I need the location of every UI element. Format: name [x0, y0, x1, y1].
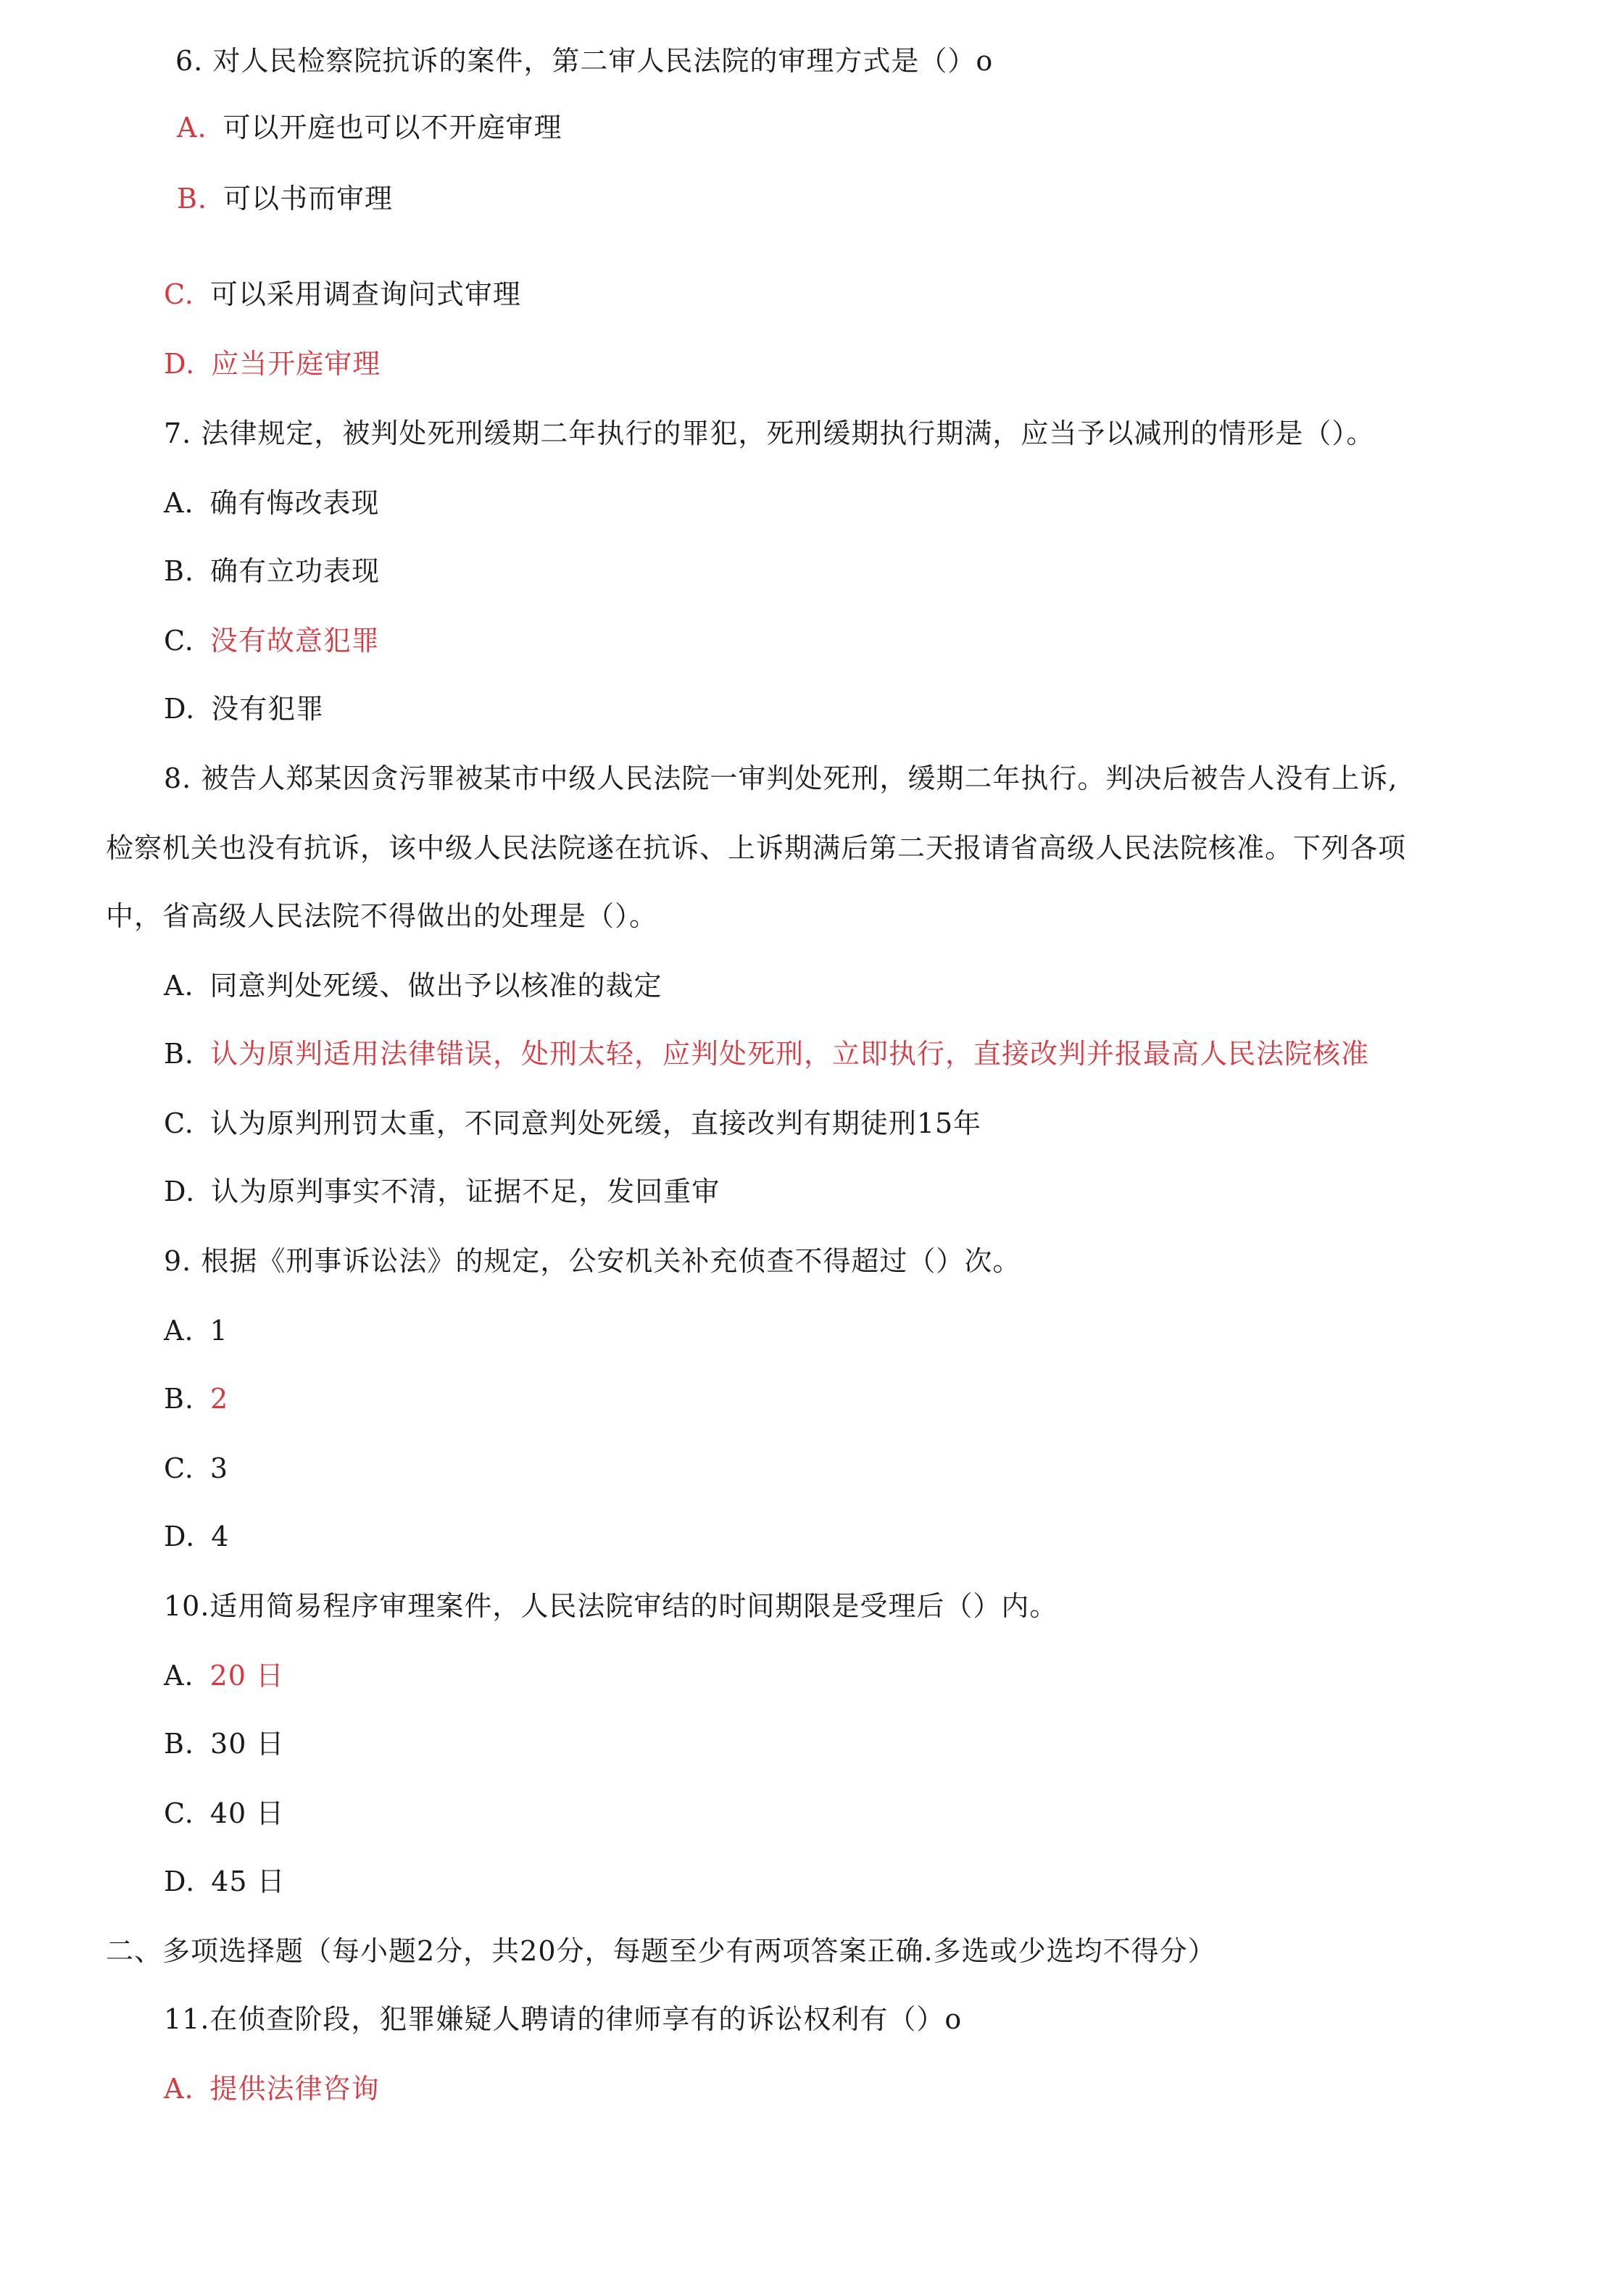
option-label: A.	[164, 970, 194, 1002]
option-text: 40 日	[209, 1797, 285, 1829]
option-label: B.	[164, 1728, 195, 1760]
option-text: 提供法律咨询	[209, 2073, 380, 2105]
option-label: C.	[164, 1107, 194, 1139]
question-6: 6. 对人民检察院抗诉的案件，第二审人民法院的审理方式是（）o	[175, 45, 994, 77]
option-9c	[164, 1448, 228, 1489]
option-label: D.	[164, 693, 196, 725]
option-text: 30 日	[210, 1728, 285, 1760]
option-10a	[164, 1655, 284, 1696]
option-7c	[164, 620, 380, 661]
question-7: 7. 法律规定，被判处死刑缓期二年执行的罪犯，死刑缓期执行期满，应当予以减刑的情形是（）。	[164, 417, 1375, 449]
question-8-line3: 中，省高级人民法院不得做出的处理是（）。	[106, 900, 658, 932]
option-text: 可以书而审理	[223, 183, 394, 215]
option-label: D.	[164, 1865, 196, 1897]
option-11a	[164, 2068, 380, 2109]
option-text: 认为原判事实不清，证据不足，发回重审	[211, 1176, 720, 1207]
option-9a	[164, 1310, 228, 1351]
option-6a	[177, 107, 562, 148]
question-8-line2: 检察机关也没有抗诉，该中级人民法院遂在抗诉、上诉期满后第二天报请省高级人民法院核准。下列各项	[106, 832, 1407, 864]
option-text: 同意判处死缓、做出予以核准的裁定	[209, 970, 662, 1002]
question-9: 9. 根据《刑事诉讼法》的规定，公安机关补充侦查不得超过（）次。	[164, 1245, 1021, 1277]
option-10c	[164, 1793, 284, 1834]
option-9d	[164, 1516, 229, 1557]
option-text: 可以采用调查询问式审理	[209, 278, 521, 310]
option-label: B.	[177, 183, 208, 215]
option-label: D.	[164, 348, 196, 380]
option-text: 没有犯罪	[211, 693, 325, 725]
option-label: C.	[164, 625, 194, 657]
option-label: A.	[164, 1315, 194, 1347]
option-10b	[164, 1723, 284, 1764]
option-6c	[164, 274, 521, 315]
option-8c	[164, 1103, 981, 1144]
question-11: 11.在侦查阶段，犯罪嫌疑人聘请的律师享有的诉讼权利有（）o	[164, 2003, 963, 2035]
option-text: 应当开庭审理	[211, 348, 381, 380]
option-7a	[164, 483, 380, 523]
option-text: 可以开庭也可以不开庭审理	[223, 112, 562, 144]
option-7d	[164, 689, 324, 729]
option-label: C.	[164, 278, 194, 310]
option-text: 1	[209, 1315, 228, 1347]
option-text: 20 日	[209, 1660, 284, 1692]
option-label: C.	[164, 1797, 194, 1829]
option-text: 确有悔改表现	[209, 487, 380, 519]
option-text: 45 日	[211, 1865, 286, 1897]
option-text: 没有故意犯罪	[209, 625, 380, 657]
section-heading: 二、多项选择题（每小题2分，共20分，每题至少有两项答案正确.多选或少选均不得分）	[106, 1935, 1216, 1967]
option-label: D.	[164, 1521, 196, 1552]
option-label: D.	[164, 1176, 196, 1207]
option-text: 认为原判刑罚太重，不同意判处死缓，直接改判有期徒刑15年	[209, 1107, 982, 1139]
question-10: 10.适用简易程序审理案件，人民法院审结的时间期限是受理后（）内。	[164, 1590, 1058, 1622]
option-8b	[164, 1033, 1369, 1074]
option-7b	[164, 551, 380, 591]
question-8-line1: 8. 被告人郑某因贪污罪被某市中级人民法院一审判处死刑，缓期二年执行。判决后被告人没有上诉,	[164, 762, 1398, 794]
option-text: 3	[209, 1452, 228, 1484]
option-8d	[164, 1171, 720, 1212]
option-6d	[164, 344, 381, 384]
option-label: C.	[164, 1452, 194, 1484]
option-label: B.	[164, 1383, 195, 1415]
option-text: 确有立功表现	[210, 555, 381, 587]
option-8a	[164, 965, 662, 1006]
option-label: A.	[164, 487, 194, 519]
option-6b	[177, 178, 393, 219]
option-text: 认为原判适用法律错误，处刑太轻，应判处死刑，立即执行，直接改判并报最高人民法院核准	[210, 1038, 1370, 1070]
option-text: 2	[210, 1383, 229, 1415]
option-9b	[164, 1378, 228, 1419]
option-10d	[164, 1861, 286, 1902]
option-label: A.	[164, 2073, 194, 2105]
option-text: 4	[211, 1521, 230, 1552]
option-label: A.	[177, 112, 207, 144]
option-label: B.	[164, 1038, 195, 1070]
option-label: A.	[164, 1660, 194, 1692]
option-label: B.	[164, 555, 195, 587]
